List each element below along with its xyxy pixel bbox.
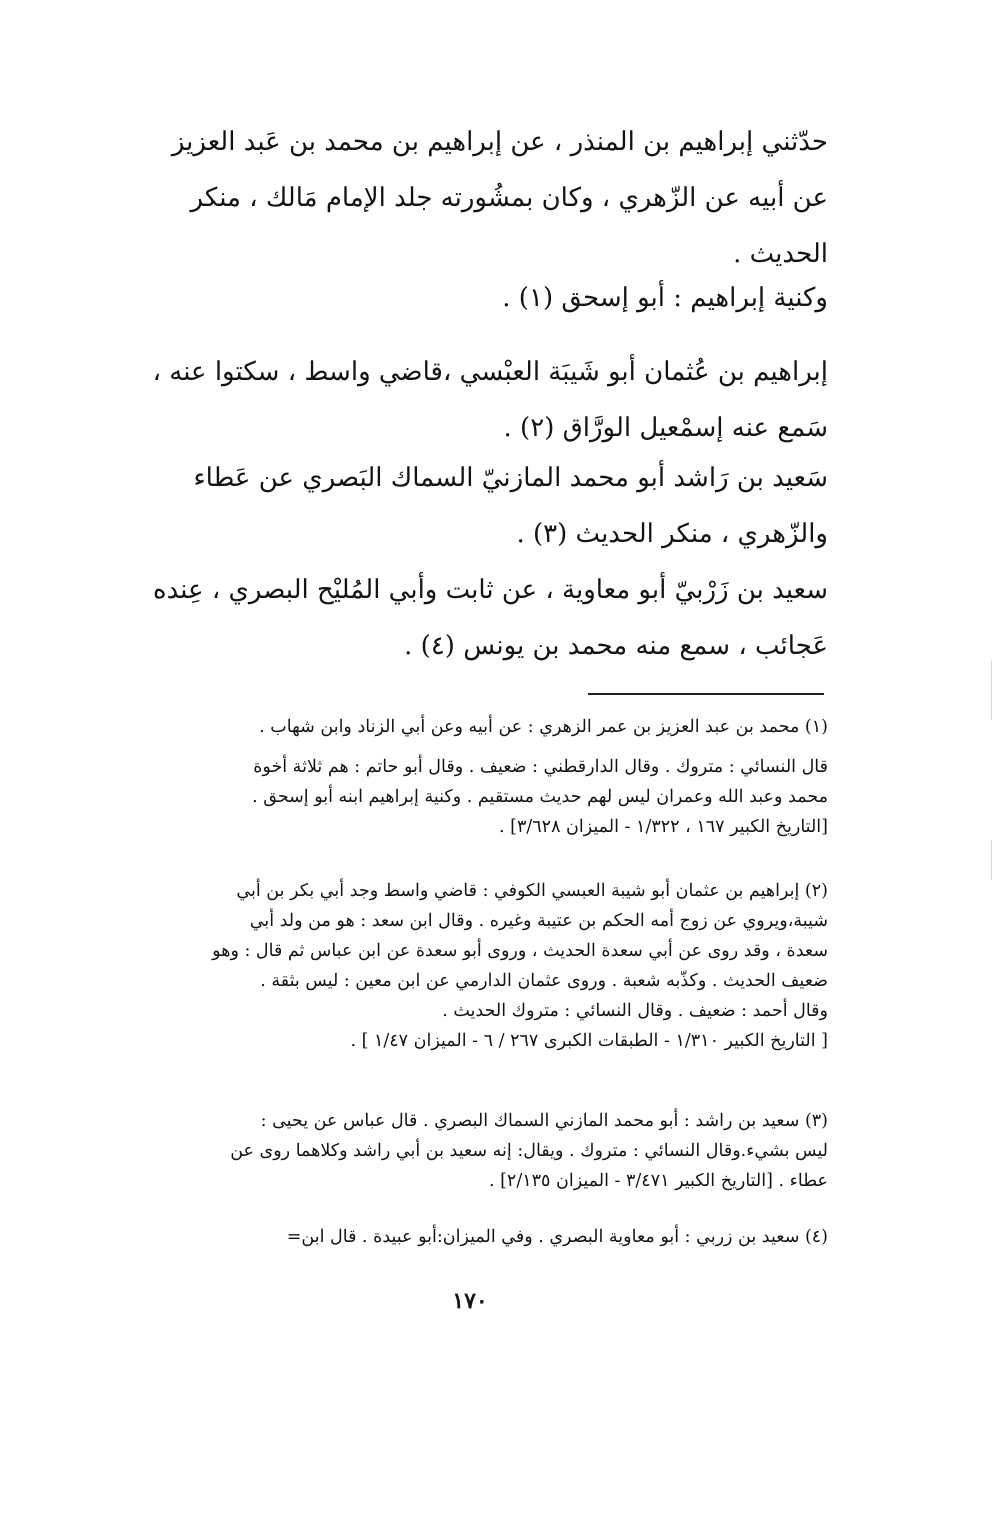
paragraph-3	[128, 344, 828, 456]
footnote-separator	[588, 693, 824, 695]
footnote-3	[128, 1106, 828, 1196]
footnote-line: سعدة ، وقد روى عن أبي سعدة الحديث ، وروى أبو سعدة عن ابن عباس ثم قال : وهو	[212, 941, 828, 961]
text-line: سَمع عنه إسمْعيل الورَّاق (٢) .	[503, 413, 828, 443]
footnote-line: ضعيف الحديث . وكذّبه شعبة . وروى عثمان الدارمي عن ابن معين : ليس بثقة .	[260, 971, 828, 991]
text-line: والزّهري ، منكر الحديث (٣) .	[516, 519, 828, 549]
footnote-line: [ التاريخ الكبير ١/٣١٠ - الطبقات الكبرى ٢٦٧ / ٦ - الميزان ١/٤٧ ] .	[350, 1031, 828, 1051]
text-line: حدّثني إبراهيم بن المنذر ، عن إبراهيم بن محمد بن عَبد العزيز	[171, 127, 828, 157]
text-line: عَجائب ، سمع منه محمد بن يونس (٤) .	[404, 631, 828, 661]
footnote-line: وقال أحمد : ضعيف . وقال النسائي : متروك الحديث .	[442, 1001, 828, 1021]
paragraph-4	[128, 450, 828, 562]
footnote-line: عطاء . [التاريخ الكبير ٣/٤٧١ - الميزان ٢/١٣٥] .	[488, 1171, 828, 1191]
footnote-line: قال النسائي : متروك . وقال الدارقطني : ضعيف . وقال أبو حاتم : هم ثلاثة أخوة	[253, 757, 828, 777]
footnote-4	[128, 1222, 828, 1252]
text-line: سعيد بن زَرْبيّ أبو معاوية ، عن ثابت وأبي المُليْح البصري ، عِنده	[152, 575, 828, 605]
text-line: سَعيد بن رَاشد أبو محمد المازنيّ السماك البَصري عن عَطاء	[193, 463, 828, 493]
footnote-line: [التاريخ الكبير ١٦٧ ، ١/٣٢٢ - الميزان ٣/٦٢٨] .	[499, 817, 828, 837]
footnote-line: محمد وعبد الله وعمران ليس لهم حديث مستقيم . وكنية إبراهيم ابنه أبو إسحق .	[252, 787, 828, 807]
footnote-1	[128, 712, 828, 842]
paragraph-1	[128, 114, 828, 282]
text-line: الحديث .	[733, 239, 828, 269]
footnote-line: شيبة،ويروي عن زوج أمه الحكم بن عتيبة وغيره . وقال ابن سعد : هو من ولد أبي	[249, 911, 828, 931]
footnote-line: ليس بشيء.وقال النسائي : متروك . ويقال: إنه سعيد بن أبي راشد وكلاهما روى عن	[230, 1141, 828, 1161]
footnote-line: (٣) سعيد بن راشد : أبو محمد المازني السماك البصري . قال عباس عن يحيى :	[260, 1111, 828, 1131]
text-line: وكنية إبراهيم : أبو إسحق (١) .	[502, 283, 828, 313]
scan-edge-mark	[991, 660, 992, 720]
scan-edge-mark	[991, 840, 992, 880]
page-number: ١٧٠	[452, 1288, 488, 1314]
paragraph-5	[128, 562, 828, 674]
footnote-2	[128, 876, 828, 1056]
footnote-line: (٤) سعيد بن زربي : أبو معاوية البصري . وفي الميزان:أبو عبيدة . قال ابن=	[286, 1227, 828, 1247]
text-line: عن أبيه عن الزّهري ، وكان بمشُورته جلد الإمام مَالك ، منكر	[190, 183, 828, 213]
footnote-line: (١) محمد بن عبد العزيز بن عمر الزهري : عن أبيه وعن أبي الزناد وابن شهاب .	[259, 717, 828, 737]
paragraph-2	[128, 270, 828, 326]
footnote-line: (٢) إبراهيم بن عثمان أبو شيبة العبسي الكوفي : قاضي واسط وجد أبي بكر بن أبي	[236, 881, 828, 901]
text-line: إبراهيم بن عُثمان أبو شَيبَة العبْسي ،قاضي واسط ، سكتوا عنه ،	[152, 357, 828, 387]
